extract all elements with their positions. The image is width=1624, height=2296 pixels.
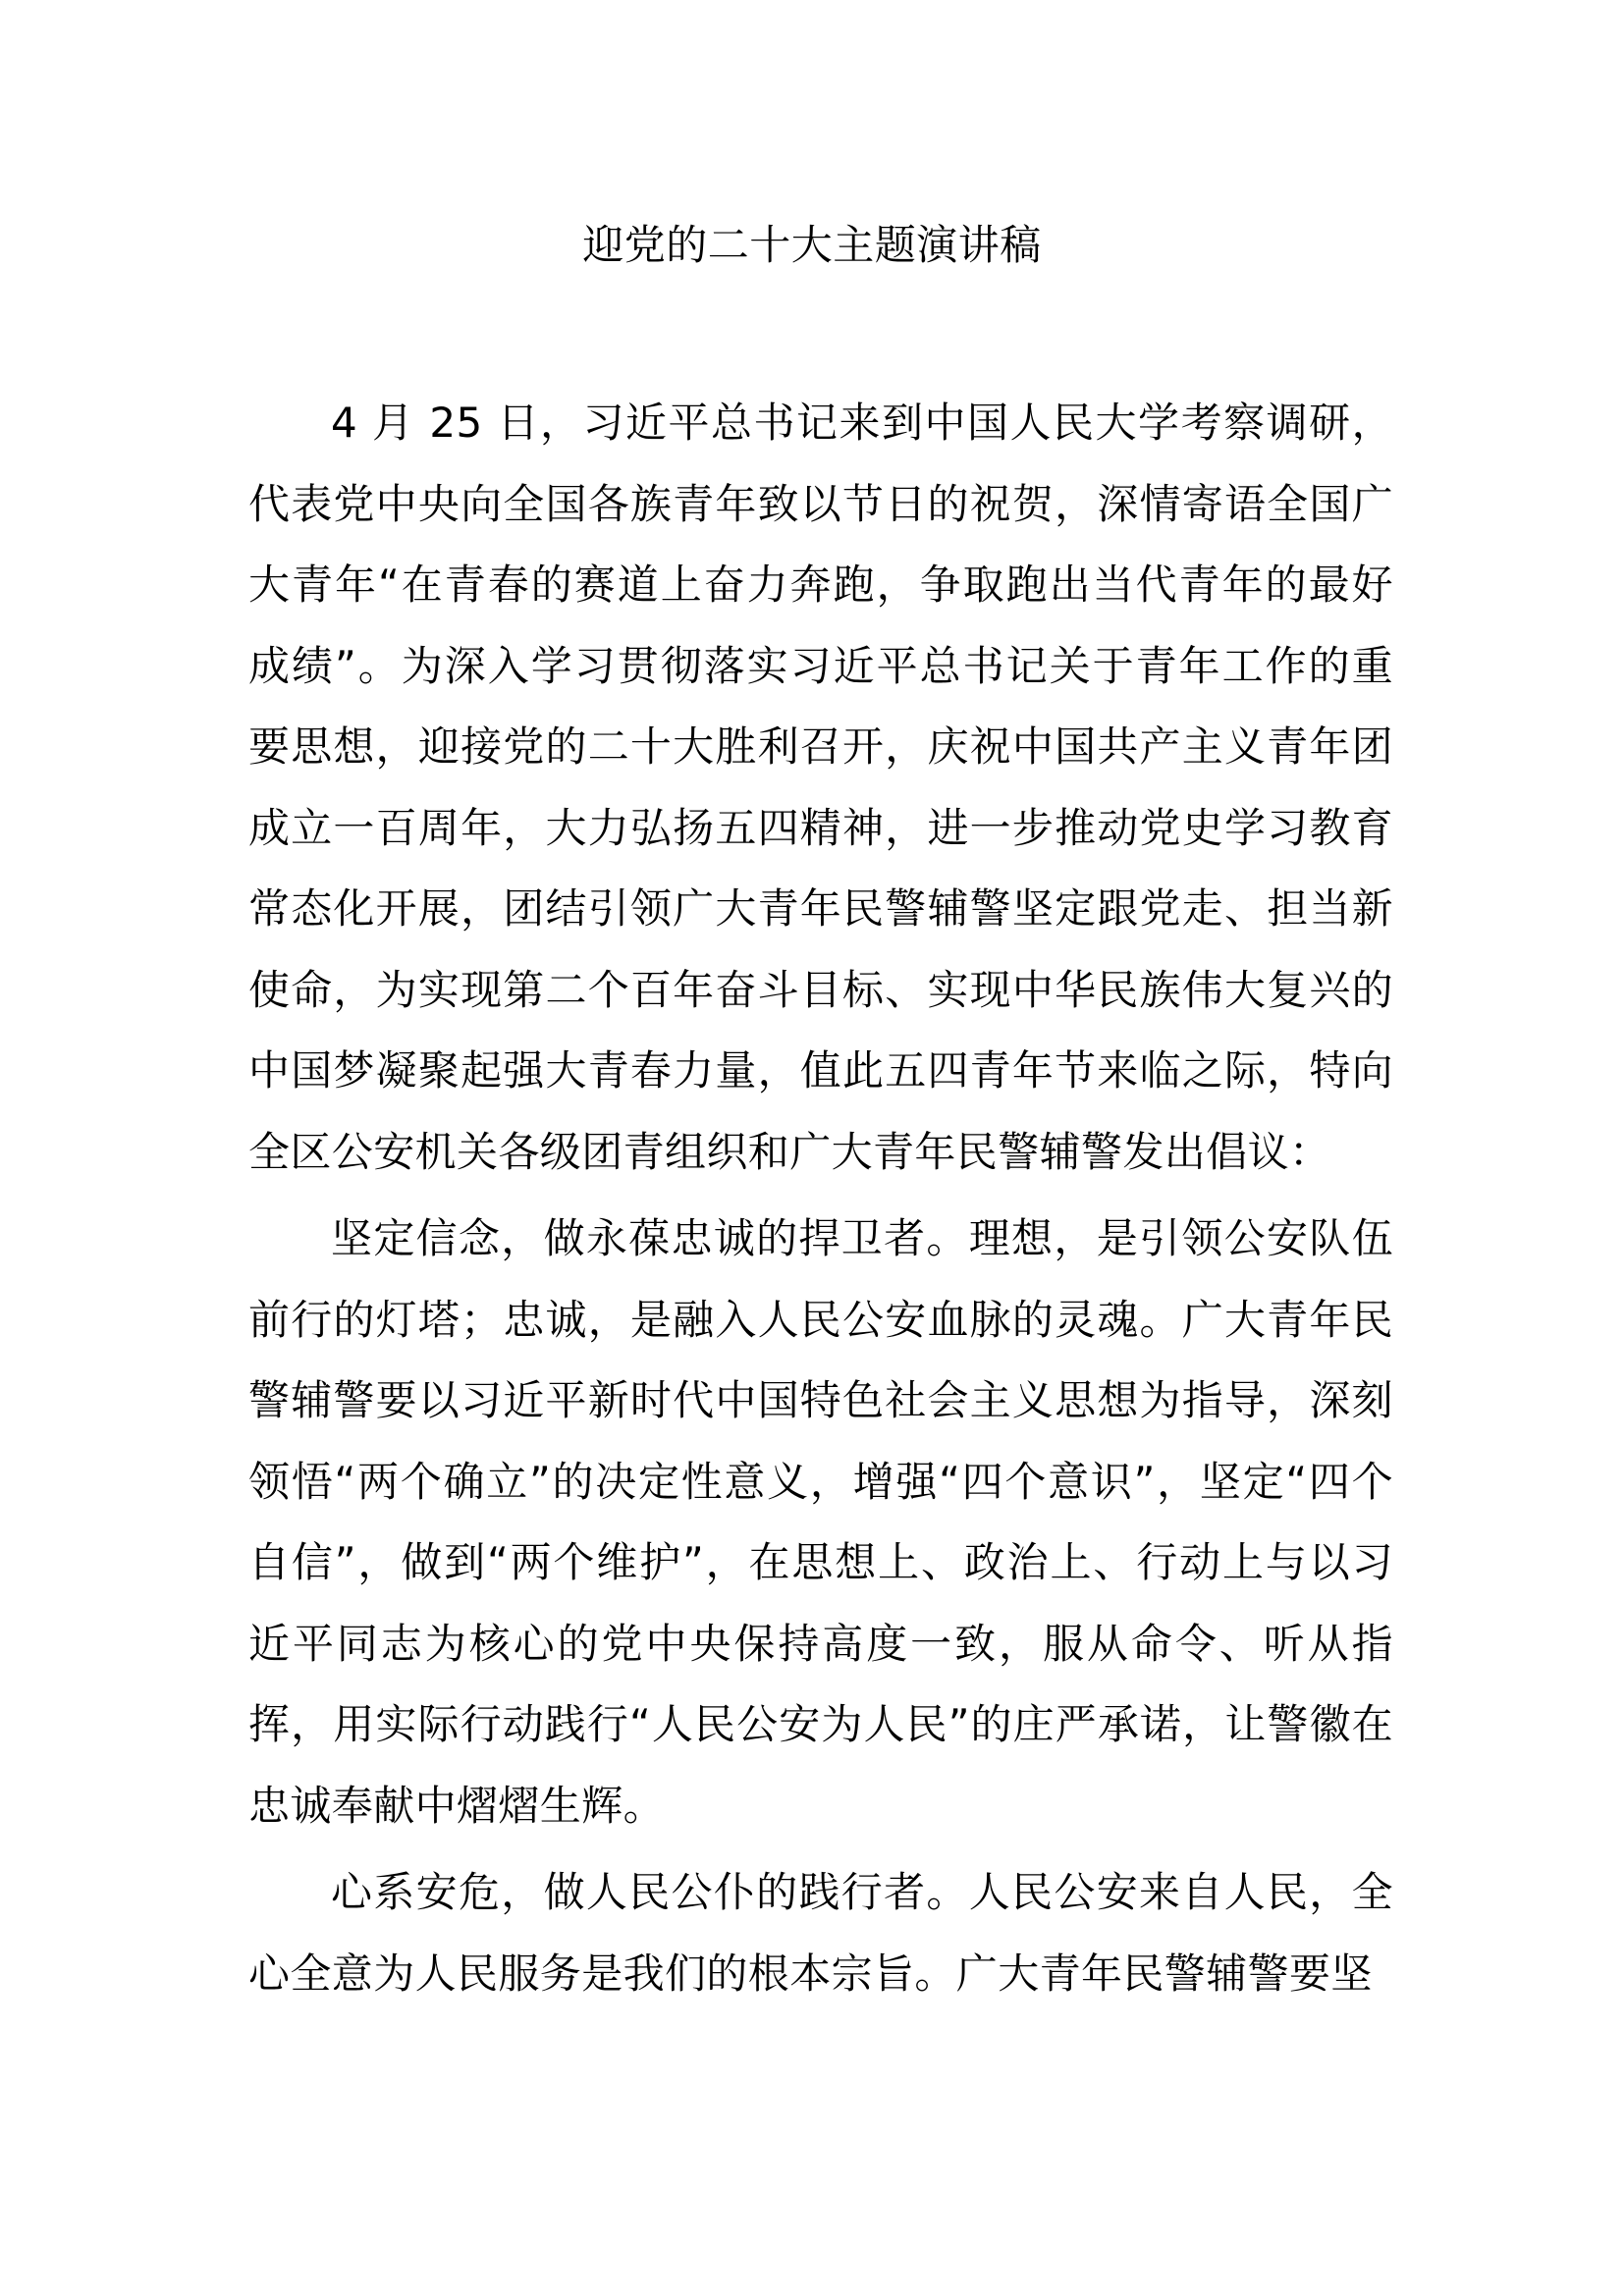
body-paragraph-2: 坚定信念，做永葆忠诚的捍卫者。理想，是引领公安队伍前行的灯塔；忠诚，是融入人民公安血脉的灵魂。广大青年民警辅警要以习近平新时代中国特色社会主义思想为指导，深刻领悟“两个确立”的决定性意义，增强“四个意识”，坚定“四个自信”，做到“两个维护”，在思想上、政治上、行动上与以习近平同志为核心的党中央保持高度一致，服从命令、听从指挥，用实际行动践行“人民公安为人民”的庄严承诺，让警徽在忠诚奉献中熠熠生辉。 (248, 1214, 1393, 1830)
document-body (248, 383, 1393, 2014)
body-paragraph-1: 4 月 25 日，习近平总书记来到中国人民大学考察调研，代表党中央向全国各族青年致以节日的祝贺，深情寄语全国广大青年“在青春的赛道上奋力奔跑，争取跑出当代青年的最好成绩”。为深入学习贯彻落实习近平总书记关于青年工作的重要思想，迎接党的二十大胜利召开，庆祝中国共产主义青年团成立一百周年，大力弘扬五四精神，进一步推动党史学习教育常态化开展，团结引领广大青年民警辅警坚定跟党走、担当新使命，为实现第二个百年奋斗目标、实现中华民族伟大复兴的中国梦凝聚起强大青春力量，值此五四青年节来临之际，特向全区公安机关各级团青组织和广大青年民警辅警发出倡议： (248, 399, 1393, 1176)
body-paragraph-3: 心系安危，做人民公仆的践行者。人民公安来自人民，全心全意为人民服务是我们的根本宗旨。广大青年民警辅警要坚 (248, 1868, 1393, 1998)
document-title: 迎党的二十大主题演讲稿 (582, 221, 1042, 269)
